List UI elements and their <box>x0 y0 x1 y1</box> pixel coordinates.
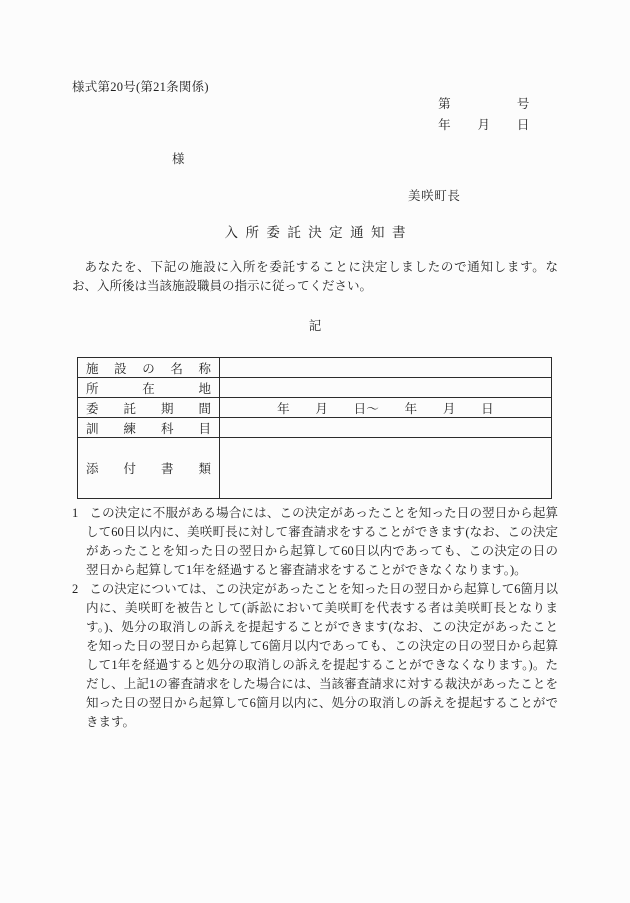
form-number: 様式第20号(第21条関係) <box>72 80 209 94</box>
note-number: 2 <box>72 582 79 596</box>
note-item-1 <box>72 504 558 580</box>
row-value-address <box>220 378 552 398</box>
row-value-entrustment-period: 年 月 日～ 年 月 日 <box>220 398 552 418</box>
row-label-text: 施 設 の 名 称 <box>86 361 211 376</box>
row-label-text: 添 付 書 類 <box>86 462 211 476</box>
notes-section <box>72 504 558 732</box>
table-row-facility-name <box>78 358 552 378</box>
table-row-entrustment-period <box>78 398 552 418</box>
row-label <box>78 378 220 398</box>
intro-paragraph: あなたを、下記の施設に入所を委託することに決定しましたので通知します。なお、入所後は当該施設職員の指示に従ってください。 <box>72 260 558 293</box>
row-label-text: 委 託 期 間 <box>86 401 211 416</box>
row-label-text: 所 在 地 <box>86 381 211 396</box>
table-row-attached-documents <box>78 438 552 499</box>
date-line: 年 月 日 <box>438 118 530 132</box>
note-text: この決定については、この決定があったことを知った日の翌日から起算して6箇月以内に、美咲町を被告として(訴訟において美咲町を代表する者は美咲町長となります。)、処分の取消しの訴えを提起することができます(なお、この決定があったことを知った日の翌日から起算して6箇月以内であっても、この決定の日の翌日から起算して1年を経過すると処分の取消しの訴えを提起することができなくなります。)。ただし、上記1の審査請求をした場合には、当該審査請求に対する裁決があったことを知った日の翌日から起算して6箇月以内に、処分の取消しの訴えを提起することができます。 <box>86 582 558 729</box>
row-label <box>78 398 220 418</box>
row-value-facility-name <box>220 358 552 378</box>
row-value-training-subject <box>220 418 552 438</box>
row-label <box>78 358 220 378</box>
row-label <box>78 438 220 499</box>
document-title: 入所委託決定通知書 <box>224 225 413 240</box>
table-row-address <box>78 378 552 398</box>
decision-table <box>77 357 552 499</box>
addressee-honorific: 様 <box>172 152 185 166</box>
row-label <box>78 418 220 438</box>
note-number: 1 <box>72 506 79 520</box>
note-text: この決定に不服がある場合には、この決定があったことを知った日の翌日から起算して60日以内に、美咲町長に対して審査請求をすることができます(なお、この決定があったことを知った日の翌日から起算して60日以内であっても、この決定の日の翌日から起算して1年を経過すると審査請求をすることができなくなります。)。 <box>86 506 558 577</box>
table-row-training-subject <box>78 418 552 438</box>
row-label-text: 訓 練 科 目 <box>86 421 211 436</box>
sender-title: 美咲町長 <box>408 189 461 203</box>
note-item-2 <box>72 580 558 732</box>
doc-header <box>72 94 558 136</box>
row-value-attached-documents <box>220 438 552 499</box>
doc-number-line: 第 号 <box>438 97 530 111</box>
record-marker: 記 <box>308 319 322 333</box>
